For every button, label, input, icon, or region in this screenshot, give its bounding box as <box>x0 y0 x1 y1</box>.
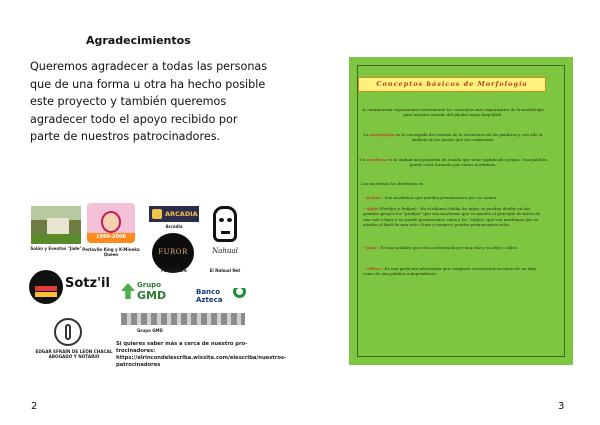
morphology-banner <box>358 77 546 92</box>
list-item: - Clítico : Es una partícula intermedia que comparte características tanto de un afijo como de una palabra independiente. <box>363 266 537 277</box>
sponsors-link-note[interactable]: Si quieres saber más a cerca de nuestro pro-trocinadores: https://elrincondelescriba.wixsite.com/elescriba/nuestros-patrocinadores <box>116 341 287 368</box>
sotzil-logo-text: Sotz'il <box>65 276 110 291</box>
term-morfologia: morfología <box>369 132 395 137</box>
furor-logo <box>152 233 194 273</box>
list-item: - Raíces : Son morfemas que pueden pronunciarse por su cuenta. <box>363 195 498 200</box>
term-morfema: morfema <box>366 157 387 162</box>
nahual-logo-text: Nahual <box>212 247 238 255</box>
furor-logo-text: FUROR <box>158 248 188 256</box>
banner-title: Conceptos básicos de Morfología <box>376 80 528 88</box>
arcadia-caption: Arcadia <box>165 224 183 229</box>
sotzil-logo <box>29 270 111 306</box>
list-item: - Afijos (Prefijos y Sufijos) : En el idioma Nahka los afijos se pueden dividir en dos grandes grupos los "prefijos" que son morfemas que se añaden al principio de inicio de una raíz o base y no puede pronunciarse solos y los "sufijos" que son morfemas que se añaden al final de una raíz o base y tampoco pueden pronunciarse solos. <box>363 206 541 227</box>
edgar-lawyer-logo <box>54 318 82 346</box>
edgar-caption <box>26 349 122 359</box>
list-item: - Base : Es una palabra que está conformada por una raíz y un afijo o afijos. <box>363 245 518 250</box>
nahual-mask-icon <box>207 206 243 266</box>
gmd-logo-top: Grupo <box>137 281 162 289</box>
gmd-arrow-icon <box>121 283 135 299</box>
morpheme-definition: Un morfema es la unidad más pequeña de sonido que tiene significado propio. Una palabra puede estar formada por varios morfemas. <box>359 157 547 168</box>
arcadia-logo <box>149 206 199 222</box>
nahual-caption: El Nahual Net <box>209 268 241 273</box>
banco-azteca-logo <box>196 288 246 306</box>
azteca-logo-text: Banco Azteca <box>196 288 223 304</box>
salon-jade-caption: Salón y Eventos "Jade" <box>30 246 82 251</box>
arcadia-logo-text: ARCADIA <box>165 210 198 218</box>
perlas-caption: Perlavile King y K-Mineka Queen <box>82 247 140 257</box>
acknowledgement-text: Queremos agradecer a todas las personas que de una forma u otra ha hecho posible este proyecto y también queremos agradecer todo el apoyo recibido por parte de nuestros patrocinadores. <box>30 60 268 143</box>
certificate-strip-image <box>121 313 245 325</box>
morphology-panel <box>349 57 573 365</box>
intro-paragraph: A continuación repasaremos brevemente los conceptos más importantes de la morfología para nuestro estudio del idioma maya Kaqchikel. <box>362 107 544 118</box>
page-title: Agradecimientos <box>86 34 191 47</box>
edgar-caption-name: EDGAR EFRAÍN DE LEÓN CHACAL <box>35 349 113 354</box>
perlas-year: 1999-2006 <box>96 234 126 240</box>
morphology-definition: La morfología es la encargada del estudio de la estructura de las palabras y con ello el análisis de las partes que las conforman. <box>363 132 543 143</box>
page-number-right: 3 <box>558 401 565 412</box>
page-number-left: 2 <box>31 401 38 412</box>
gmd-logo-bottom: GMD <box>137 289 167 302</box>
gmd-caption: Grupo GMD <box>137 328 163 333</box>
edgar-caption-title: ABOGADO Y NOTARIO <box>48 354 100 359</box>
morpheme-types-heading: Los morfemas los dividimos en: <box>361 181 425 186</box>
salon-jade-logo <box>31 206 81 244</box>
furor-caption: Furor Store <box>161 268 187 273</box>
grupo-gmd-logo <box>121 281 171 307</box>
perlas-logo <box>87 203 135 243</box>
